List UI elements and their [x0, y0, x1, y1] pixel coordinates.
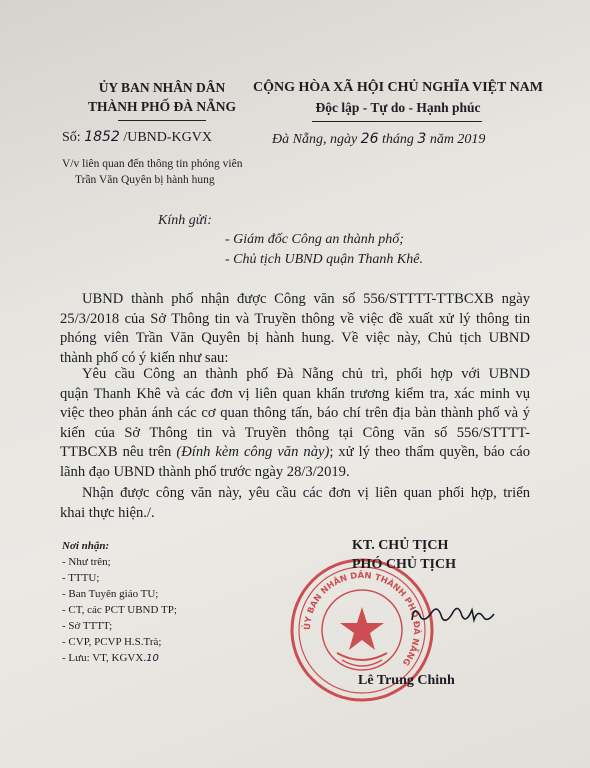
national-title: CỘNG HÒA XÃ HỘI CHỦ NGHĨA VIỆT NAM	[252, 80, 543, 95]
handwritten-signature	[408, 598, 498, 628]
subject-line1: V/v liên quan đến thông tin phóng viên	[62, 158, 243, 170]
body-paragraph-3	[60, 484, 530, 523]
recipient-item: - Chủ tịch UBND quận Thanh Khê.	[225, 252, 423, 267]
issuing-org-line2: THÀNH PHỐ ĐÀ NẴNG	[87, 99, 237, 114]
document-date	[272, 131, 485, 148]
receiver-item: - CVP, PCVP H.S.Trà;	[62, 636, 162, 648]
date-day: 26	[360, 131, 379, 147]
receiver-copies-handwritten: 10	[146, 653, 159, 664]
receiver-item	[62, 652, 159, 664]
receiver-item: - Như trên;	[62, 556, 111, 568]
date-month-label: tháng	[378, 132, 418, 147]
body-line: thành phố có ý kiến như sau:	[60, 349, 229, 366]
attachment-note: (Đính kèm công văn này)	[176, 444, 330, 460]
body-line: quận Thanh Khê và các đơn vị liên quan khẩn trương kiểm tra, xác minh vụ	[60, 385, 530, 402]
doc-number-suffix: /UBND-KGVX	[119, 130, 212, 145]
greeting: Kính gửi:	[158, 213, 212, 228]
date-month: 3	[417, 131, 427, 147]
national-motto: Độc lập - Tự do - Hạnh phúc	[315, 100, 481, 115]
body-line: lãnh đạo UBND thành phố trước ngày 28/3/2019.	[60, 463, 350, 480]
body-line: việc theo phản ánh các cơ quan thông tấn, báo chí trên địa bàn thành phố và ý	[60, 405, 530, 421]
signature-title-line2: PHÓ CHỦ TỊCH	[352, 557, 456, 572]
receivers-title: Nơi nhận:	[62, 540, 110, 552]
receiver-item: - CT, các PCT UBND TP;	[62, 604, 177, 616]
subject-line2: Trần Văn Quyên bị hành hung	[75, 174, 215, 186]
body-paragraph-2	[60, 365, 530, 482]
date-place: Đà Nẵng, ngày	[272, 132, 361, 147]
motto-underline	[312, 121, 482, 122]
signature-title-line1: KT. CHỦ TỊCH	[352, 538, 449, 553]
receiver-text: - Lưu: VT, KGVX.	[62, 652, 147, 664]
doc-number-prefix: Số:	[62, 130, 85, 145]
body-line: Nhận được công văn này, yêu cầu các đơn vị liên quan phối hợp, triển	[82, 485, 530, 501]
receiver-item: - TTTU;	[62, 572, 100, 584]
date-year: năm 2019	[426, 132, 486, 147]
body-line: khai thực hiện./.	[60, 504, 155, 521]
body-line: 25/3/2018 của Sở Thông tin và Truyền thông về việc đề xuất xử lý thông tin	[60, 310, 530, 327]
receiver-item: - Ban Tuyên giáo TU;	[62, 588, 159, 600]
body-text: ; xử lý theo thẩm quyền, báo cáo	[329, 444, 530, 460]
doc-number-handwritten: 1852	[84, 129, 120, 145]
issuing-org-line1: ỦY BAN NHÂN DÂN	[98, 80, 226, 95]
recipient-item: - Giám đốc Công an thành phố;	[225, 232, 404, 247]
body-paragraph-1	[60, 290, 530, 368]
signer-name: Lê Trung Chinh	[358, 673, 455, 688]
body-line: Yêu cầu Công an thành phố Đà Nẵng chủ trì, phối hợp với UBND	[82, 366, 530, 382]
body-line: phóng viên Trần Văn Quyên bị hành hung. Về việc này, Chủ tịch UBND	[60, 330, 530, 346]
body-line	[60, 443, 530, 463]
seal-text: ỦY BAN NHÂN DÂN THÀNH PHỐ ĐÀ NẴNG	[302, 570, 422, 668]
body-line: kiến của Sở Thông tin và Truyền thông tại Công văn số 556/STTTT-	[60, 424, 530, 441]
body-text: TTBCXB nêu trên	[60, 444, 177, 460]
org-underline	[118, 120, 206, 121]
document-number	[62, 129, 212, 146]
receiver-item: - Sở TTTT;	[62, 620, 113, 632]
body-line: UBND thành phố nhận được Công văn số 556/STTTT-TTBCXB ngày	[82, 291, 530, 307]
